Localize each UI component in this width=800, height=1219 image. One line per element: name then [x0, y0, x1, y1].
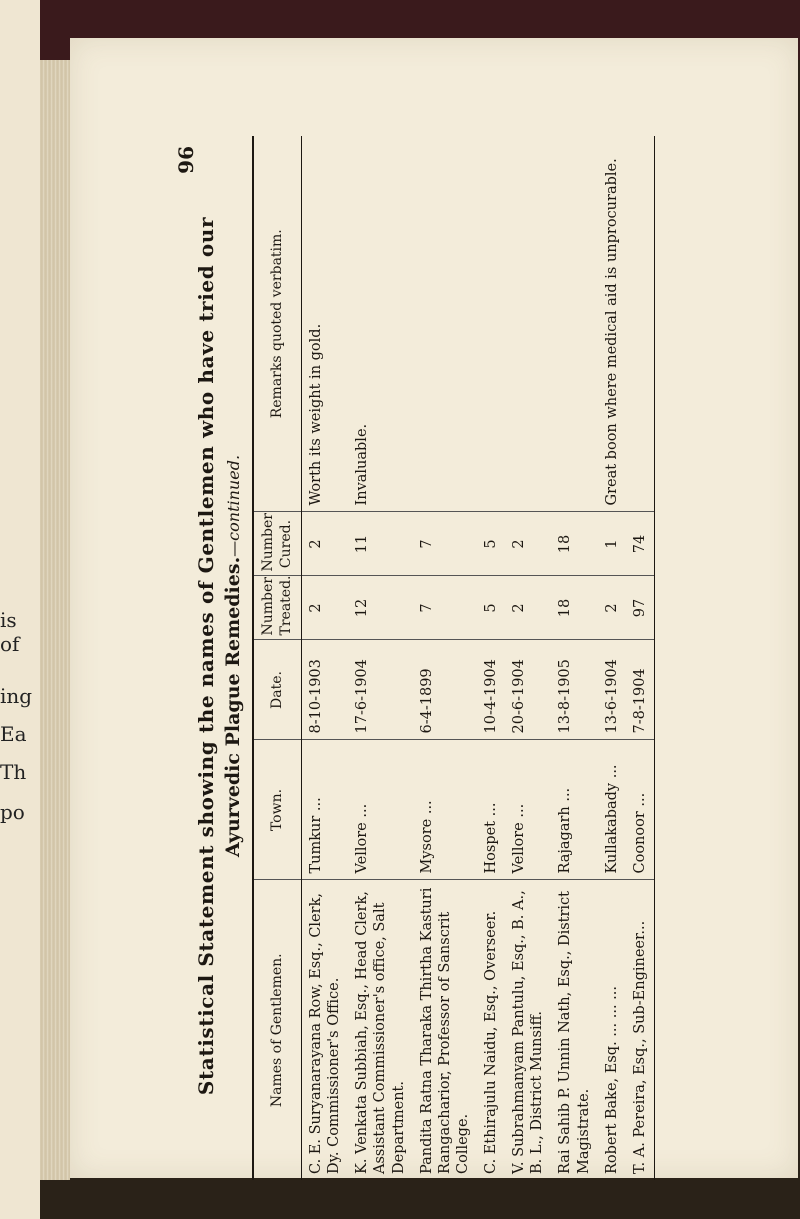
cell-date: 10-4-1904	[477, 640, 505, 740]
header-date: Date.	[253, 640, 302, 740]
side-fragment: po	[0, 800, 25, 824]
cell-name: Rai Sahib P. Unnin Nath, Esq., District Magistrate.	[557, 890, 592, 1174]
cell-treated: 18	[551, 576, 597, 640]
cell-treated: 2	[598, 576, 626, 640]
cell-town: Tumkur ...	[302, 740, 349, 880]
cell-remarks	[505, 136, 551, 512]
header-names: Names of Gentlemen.	[253, 880, 302, 1180]
cell-date: 13-6-1904	[598, 640, 626, 740]
cell-remarks	[413, 136, 477, 512]
cell-name: Robert Bake, Esq. ... ... ...	[603, 986, 620, 1174]
cell-date: 6-4-1899	[413, 640, 477, 740]
cell-cured: 2	[505, 512, 551, 576]
cell-town: Hospet ...	[477, 740, 505, 880]
cell-town: Vellore ...	[348, 740, 412, 880]
document-subtitle	[222, 126, 244, 1186]
cell-town: Rajagarh ...	[551, 740, 597, 880]
side-fragment: Th	[0, 760, 27, 784]
cell-date: 17-6-1904	[348, 640, 412, 740]
cell-remarks	[626, 136, 655, 512]
table-row	[626, 136, 655, 1180]
cell-treated: 7	[413, 576, 477, 640]
table-header-row	[253, 136, 302, 1180]
table-row	[551, 136, 597, 1180]
table-row	[302, 136, 349, 1180]
cell-date: 20-6-1904	[505, 640, 551, 740]
header-treated: Number Treated.	[253, 576, 302, 640]
subtitle-text: Ayurvedic Plague Remedies.	[222, 556, 244, 858]
book-page-edges	[40, 60, 70, 1180]
cell-date: 8-10-1903	[302, 640, 349, 740]
cell-date: 7-8-1904	[626, 640, 655, 740]
cell-town: Mysore ...	[413, 740, 477, 880]
cell-town: Vellore ...	[505, 740, 551, 880]
cell-name: C. E. Suryanarayana Row, Esq., Clerk, Dy. Commissioner's Office.	[308, 893, 343, 1174]
cell-cured: 11	[348, 512, 412, 576]
cell-cured: 5	[477, 512, 505, 576]
cell-treated: 2	[302, 576, 349, 640]
cell-name: V. Subrahmanyam Pantulu, Esq., B. A., B. L., District Munsiff.	[511, 890, 546, 1174]
cell-remarks: Great boon where medical aid is unprocurable.	[598, 136, 626, 512]
cell-date: 13-8-1905	[551, 640, 597, 740]
side-fragment: of	[0, 632, 20, 656]
subtitle-suffix: —continued.	[224, 454, 243, 557]
header-remarks: Remarks quoted verbatim.	[253, 136, 302, 512]
header-cured: Number Cured.	[253, 512, 302, 576]
cell-remarks	[551, 136, 597, 512]
page-number: 96	[174, 146, 198, 174]
cell-treated: 12	[348, 576, 412, 640]
table-row	[477, 136, 505, 1180]
cell-cured: 1	[598, 512, 626, 576]
rotated-document	[168, 126, 800, 1186]
cell-remarks: Invaluable.	[348, 136, 412, 512]
adjacent-page-strip	[0, 0, 40, 1219]
table-row	[413, 136, 477, 1180]
cell-cured: 18	[551, 512, 597, 576]
header-town: Town.	[253, 740, 302, 880]
table-row	[348, 136, 412, 1180]
table-row	[598, 136, 626, 1180]
cell-remarks: Worth its weight in gold.	[302, 136, 349, 512]
cell-remarks	[477, 136, 505, 512]
side-fragment: ing	[0, 684, 33, 708]
document-title: Statistical Statement showing the names of Gentlemen who have tried our	[194, 216, 218, 1096]
side-fragment: is	[0, 608, 17, 632]
cell-name: T. A. Pereira, Esq., Sub-Engineer...	[626, 880, 655, 1180]
cell-treated: 97	[626, 576, 655, 640]
cell-name: K. Venkata Subbiah, Esq., Head Clerk, Assistant Commissioner's office, Salt Department.	[354, 891, 407, 1174]
statement-table	[252, 136, 655, 1180]
cell-treated: 2	[505, 576, 551, 640]
cell-cured: 7	[413, 512, 477, 576]
cell-town: Kullakabady ...	[598, 740, 626, 880]
cell-cured: 2	[302, 512, 349, 576]
cell-name: C. Ethirajulu Naidu, Esq., Overseer.	[483, 910, 499, 1174]
cell-treated: 5	[477, 576, 505, 640]
cell-name: Pandita Ratna Tharaka Thirtha Kasturi Rangacharior, Professor of Sanscrit College.	[418, 887, 471, 1174]
side-fragment: Ea	[0, 722, 27, 746]
book-page	[70, 38, 798, 1178]
cell-cured: 74	[626, 512, 655, 576]
cell-town: Coonoor ...	[626, 740, 655, 880]
table-row	[505, 136, 551, 1180]
